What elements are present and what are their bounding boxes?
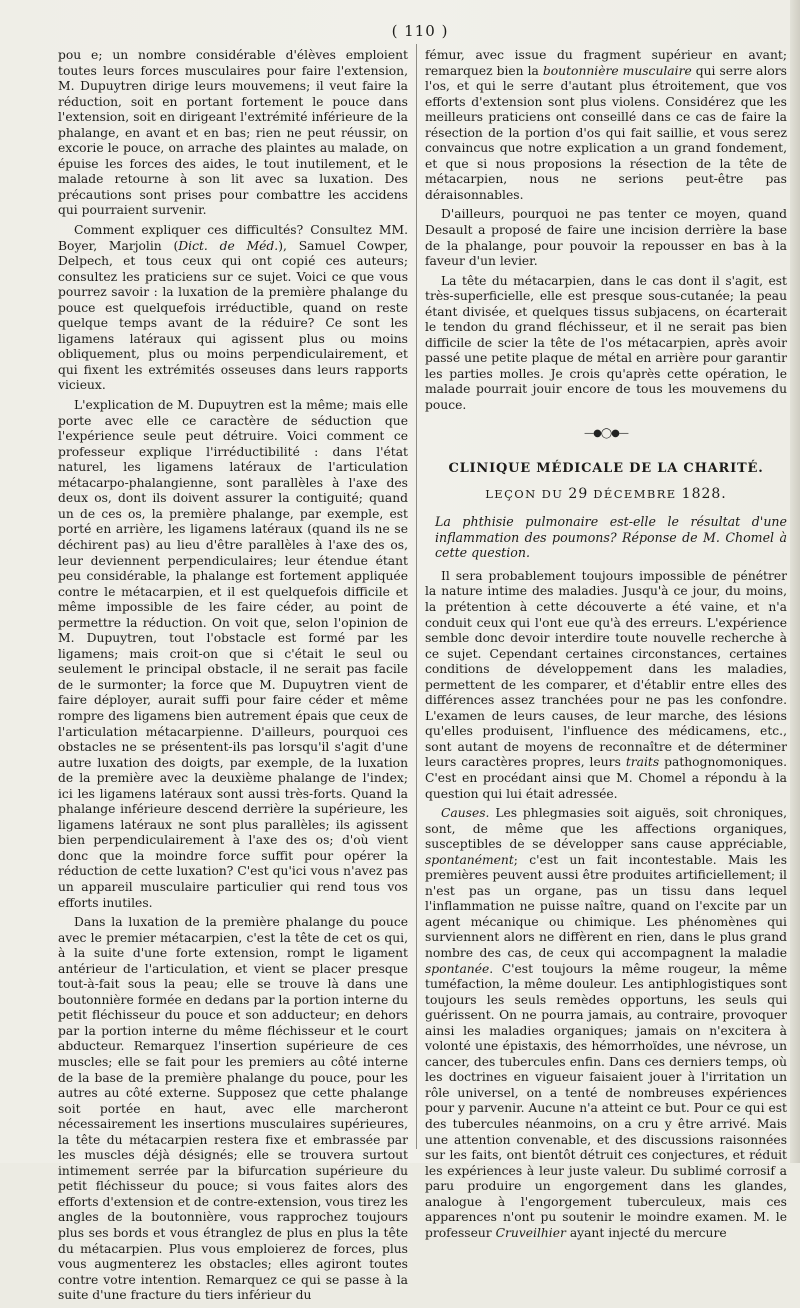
paragraph [425,48,787,203]
column-divider [416,44,417,1149]
text-run: Dans la luxation de la première phalange du pouce avec le premier métacarpien, c'est la tête de cet os qui, à la suite d'une forte extension, rompt le ligament antérieur de l'articulation, et vient se placer presque tout-à-fait sous la peau; elle se trouve là dans une boutonnière formée en dedans par la portion interne du petit fléchisseur du pouce et son adducteur; en dehors par la portion interne du même fléchisseur et le court abducteur. Remarquez l'insertion supérieure de ces muscles; elle se fait pour les premiers au côté interne de la base de la première phalange du pouce, pour les autres au côté externe. Supposez que cette phalange soit portée en haut, avec elle marcheront nécessairement les insertions musculaires supérieures, la tête du métacarpien restera fixe et embrassée par les muscles déjà désignés; elle se trouvera surtout intimement serrée par la bifurcation supérieure du petit fléchisseur du pouce; si vous faites alors des efforts d'extension et de contre-extension, vous tirez les angles de la boutonnière, vous rapprochez toujours plus ses bords et vous étranglez de plus en plus la tête du métacarpien. Plus vous emploierez de forces, plus vous augmenterez les obstacles; elles agiront toutes contre votre intention. Remarquez ce qui se passe à la suite d'une fracture du tiers inférieur du [58,915,408,1303]
text-run: . C'est toujours la même rougeur, la même tuméfaction, la même douleur. Les antiphlogistiques sont toujours les seuls remèdes opportuns, les seuls qui guérissent. On ne pourra jamais, au contraire, provoquer ainsi les maladies organiques; jamais on n'excitera à volonté une épistaxis, des hémorrhoïdes, une névrose, un cancer, des tubercules enfin. Dans ces derniers temps, où les doctrines en vigueur faisaient jouer à l'irritation un rôle universel, on a tenté de nombreuses expériences pour y parvenir. Aucune n'a atteint ce but. Pour ce qui est des tubercules néanmoins, on a cru y être arrivé. Mais une attention convenable, et des discussions raisonnées sur les faits, ont bientôt détruit ces conjectures, et réduit les expériences à leur juste valeur. Du sublimé corrosif a paru produire un engorgement dans les glandes, analogue à l'engorgement tuberculeux, mais ces apparences n'ont pu soutenir le moindre examen. M. le professeur [425,961,787,1240]
italic-text: boutonnière musculaire [542,63,692,78]
paragraph [425,569,787,802]
italic-text: Causes. [441,806,490,821]
lecture-day: 29 [568,485,589,502]
section-ornament: —●◯●— [584,427,628,439]
paragraph [425,806,787,1241]
text-run: L'explication de M. Dupuytren est la même; mais elle porte avec elle ce caractère de séduction que l'expérience seule peut détruire. Voici comment ce professeur explique l'irréductibilité : dans l'état naturel, les ligamens latéraux de l'articulation métacarpo-phalangienne, sont parallèles à l'axe des deux os, dont ils doivent assurer la contiguité; quand un de ces os, la première phalange, par exemple, est porté en arrière, les ligamens latéraux (quand ils ne se déchirent pas) au lieu d'être parallèles à l'axe des os, leur deviennent perpendiculaires; leur étendue étant peu considérable, la phalange est fortement appliquée contre le métacarpien, et il est quelquefois difficile et même impossible de les faire céder, au point de permettre la réduction. On voit que, selon l'opinion de M. Dupuytren, tout l'obstacle est formé par les ligamens; mais croit-on que si c'était le seul ou seulement le principal obstacle, il ne serait pas facile de le surmonter; la force que M. Dupuytren vient de faire déployer, aurait suffi pour faire céder et même rompre des ligamens bien autrement épais que ceux de l'articulation métacarpienne. D'ailleurs, pourquoi ces obstacles ne se présentent-ils pas lorsqu'il s'agit d'une autre luxation des doigts, par exemple, de la luxation de la première avec la deuxième phalange de l'index; ici les ligamens latéraux sont aussi très-forts. Quand la phalange inférieure descend derrière la supérieure, les ligamens latéraux ne sont plus parallèles; ils agissent bien perpendiculairement à l'axe des os; d'où vient donc que la moindre force suffit pour opérer la réduction de cette luxation? C'est qu'ici vous n'avez pas un appareil musculaire particulier qui rend tous vos efforts inutiles. [58,398,408,910]
italic-text: La phthisie pulmonaire est-elle le résultat d'une inflammation des poumons? Réponse de M. Chomel à cette question. [435,514,787,561]
paragraph [58,398,408,911]
text-run: ayant injecté du mercure [565,1225,727,1240]
text-run: D'ailleurs, pourquoi ne pas tenter ce moyen, quand Desault a proposé de faire une incision derrière la base de la phalange, pour pouvoir la repousser en bas à la faveur d'un levier. [425,207,787,269]
lecture-question [425,514,787,561]
left-column [58,48,408,1308]
italic-text: Cruveilhier [495,1225,566,1240]
text-run: fémur, avec issue du fragment supérieur en avant; remarquez bien la [425,48,787,78]
text-run: ; c'est un fait incontestable. Mais les premières peuvent aussi être produites artificiellement; il n'est pas un organe, pas un tissu dans lequel l'inflammation ne puisse naître, quand on l'excite par un agent mécanique ou chimique. Les phénomènes qui surviennent alors ne diffèrent en rien, dans le plus grand nombre des cas, de ceux qui accompagnent la maladie [425,852,787,960]
text-run: Comment expliquer ces difficultés? Consultez MM. Boyer, Marjolin ( [58,223,408,253]
text-run: qui serre alors l'os, et qui le serre d'autant plus étroitement, que vos efforts d'extension sont plus violens. Considérez que les meilleurs praticiens ont conseillé dans ce cas de faire la résection de la portion d'os qui fait saillie, et vous serez convaincus que notre explication a un grand fondement, et que si nous proposions la résection de la tête de métacarpien, nous ne serions peut-être pas déraisonnables. [425,63,787,202]
page-number: ( 110 ) [391,22,449,40]
italic-text: spontanée [425,961,490,976]
section-title: CLINIQUE MÉDICALE DE LA CHARITÉ. [448,461,764,477]
lecture-body [425,569,787,1242]
text-run: pathognomoniques. C'est en procédant ainsi que M. Chomel a répondu à la question qui lui était adressée. [425,755,787,801]
paragraph [58,915,408,1304]
italic-text: spontanément [425,852,514,867]
paragraph [425,274,787,414]
lecture-prefix: LEÇON DU [485,486,564,501]
text-run: La tête du métacarpien, dans le cas dont il s'agit, est très-superficielle, elle est presque sous-cutanée; la peau étant divisée, et quelques tissus subjacens, on écarterait le tendon du grand fléchisseur, et il ne serait pas bien difficile de scier la tête de l'os métacarpien, après avoir passé une petite plaque de métal en arrière pour garantir les parties molles. Je crois qu'après cette opération, le malade pourrait jouir encore de tous les mouvemens du pouce. [425,273,787,413]
paragraph [425,207,787,269]
page-edge [790,0,800,1163]
paragraph [58,223,408,394]
lecture-year: 1828. [681,485,727,502]
text-run: Les phlegmasies soit aiguës, soit chroniques, sont, de même que les affections organiques, susceptibles de se développer sans cause appréciable, [425,806,787,852]
right-column [425,48,787,1245]
lecture-month: DÉCEMBRE [593,486,677,501]
italic-text: Dict. de Méd. [178,238,279,253]
text-run: pou e; un nombre considérable d'élèves emploient toutes leurs forces musculaires pour faire l'extension, M. Dupuytren dirige leurs mouvemens; il veut faire la réduction, soit en portant fortement le pouce dans l'extension, soit en dirigeant l'extrémité inférieure de la phalange, en avant et en bas; rien ne peut réussir, on excorie le pouce, on arrache des plaintes au malade, on épuise les forces des aides, le tout inutilement, et le malade retourne à son lit avec sa luxation. Des précautions sont prises pour combattre les accidens qui pourraient survenir. [58,48,408,218]
text-run: ), Samuel Cowper, Delpech, et tous ceux qui ont copié ces auteurs; consultez les praticiens sur ce sujet. Voici ce que vous pourrez savoir : la luxation de la première phalange du pouce est quelquefois irréductible, quand on reste quelque temps avant de la réduire? Ce sont les ligamens latéraux qui agissent plus ou moins obliquement, plus ou moins perpendiculairement, et qui fixent les extrémités osseuses dans leurs rapports vicieux. [58,238,408,393]
paragraph [58,48,408,219]
right-column-continuation [425,48,787,414]
italic-text: traits [625,755,660,770]
lecture-date [425,487,787,503]
text-run: Il sera probablement toujours impossible de pénétrer la nature intime des maladies. Jusqu'à ce jour, du moins, la prétention à cette découverte a été vaine, et n'a conduit ceux qui l'ont eue qu'à des erreurs. L'expérience semble donc devoir interdire toute nouvelle recherche à ce sujet. Cependant certaines circonstances, certaines conditions de développement dans les maladies, permettent de les comparer, et d'établir entre elles des différences assez tranchées pour ne pas les confondre. L'examen de leurs causes, de leur marche, des lésions qu'elles produisent, l'influence des médicamens, etc., sont autant de moyens de reconnaître et de déterminer leurs caractères propres, leurs [425,568,787,770]
